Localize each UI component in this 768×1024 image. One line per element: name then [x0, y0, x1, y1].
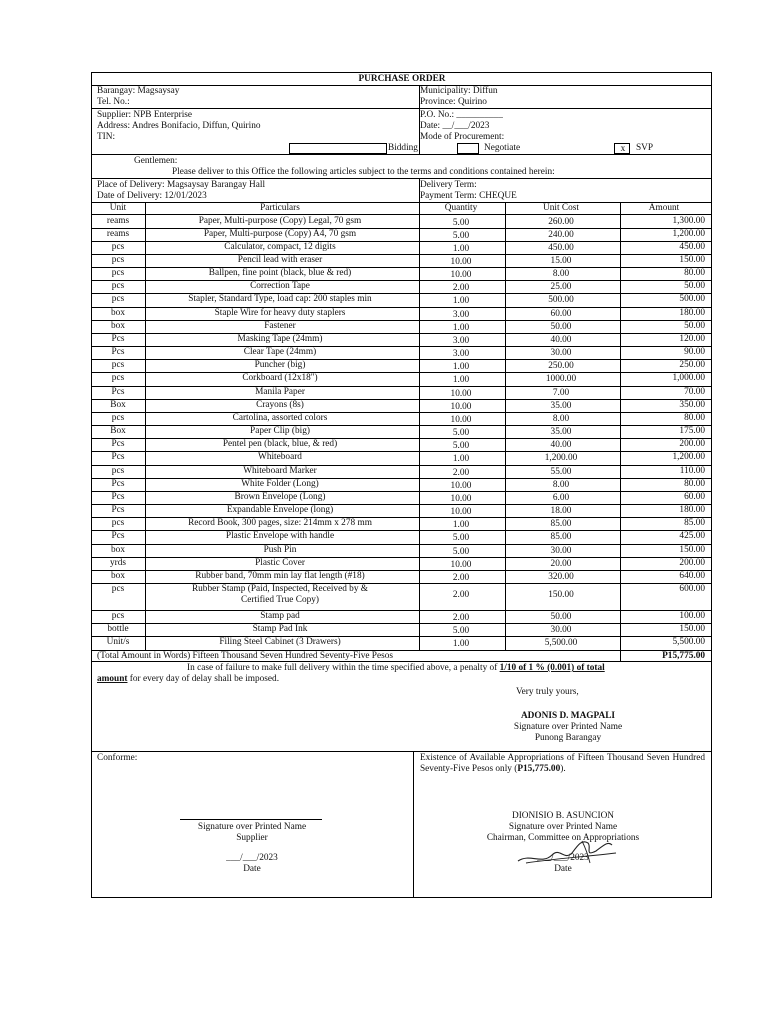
item-unit-cost: 30.00	[550, 625, 572, 635]
item-unit: pcs	[111, 413, 125, 423]
item-particulars: Pencil lead with eraser	[237, 255, 323, 265]
item-quantity: 5.00	[452, 218, 470, 228]
table-row	[92, 504, 711, 517]
bidding-checkbox[interactable]	[289, 143, 387, 154]
item-quantity: 2.00	[452, 573, 470, 583]
item-unit: Pcs	[111, 452, 125, 462]
item-amount: 5,500.00	[672, 637, 705, 647]
appropriation-chairman-name: DIONISIO B. ASUNCION	[511, 811, 615, 821]
item-quantity: 2.00	[452, 283, 470, 293]
item-unit-cost: 30.00	[550, 348, 572, 358]
item-quantity: 10.00	[450, 481, 472, 491]
penalty-text-cont: amount for every day of delay shall be imposed.	[97, 674, 280, 684]
table-row	[92, 241, 711, 254]
item-unit-cost: 85.00	[550, 532, 572, 542]
table-row	[92, 333, 711, 346]
item-quantity: 3.00	[452, 310, 470, 320]
item-unit-cost: 85.00	[550, 519, 572, 529]
divider	[92, 154, 711, 155]
item-unit: Pcs	[111, 387, 125, 397]
place-of-delivery: Place of Delivery: Magsaysay Barangay Hall	[97, 180, 266, 190]
item-amount: 250.00	[679, 360, 705, 370]
column-line	[419, 85, 420, 154]
item-unit-cost: 35.00	[550, 401, 572, 411]
total-in-words: (Total Amount in Words) Fifteen Thousand Seven Hundred Seventy-Five Pesos	[97, 651, 393, 661]
svp-label: SVP	[636, 143, 654, 153]
supplier-role: Supplier	[236, 833, 268, 843]
item-unit-cost: 150.00	[548, 590, 574, 600]
table-row	[92, 280, 711, 293]
svp-check-mark: x	[620, 144, 626, 154]
item-amount: 90.00	[684, 347, 705, 357]
signatory-sig-label: Signature over Printed Name	[513, 722, 623, 732]
item-particulars: Cartolina, assorted colors	[232, 413, 328, 423]
table-row	[92, 517, 711, 530]
item-quantity: 10.00	[450, 560, 472, 570]
table-row	[92, 425, 711, 438]
table-row	[92, 307, 711, 320]
item-quantity: 10.00	[450, 402, 472, 412]
payment-term: Payment Term: CHEQUE	[420, 191, 517, 201]
item-particulars: Whiteboard	[258, 452, 302, 462]
appropriation-date-blank: ___/___/2023	[537, 853, 589, 863]
item-amount: 200.00	[679, 558, 705, 568]
item-amount: 350.00	[679, 400, 705, 410]
item-amount: 150.00	[679, 545, 705, 555]
table-row	[92, 610, 711, 623]
item-unit: pcs	[111, 466, 125, 476]
table-row	[92, 491, 711, 504]
greeting: Gentlemen:	[134, 156, 178, 166]
table-row	[92, 293, 711, 307]
item-amount: 600.00	[679, 584, 705, 594]
item-particulars: Clear Tape (24mm)	[243, 347, 317, 357]
item-particulars: Stapler, Standard Type, load cap: 200 staples min	[188, 294, 372, 304]
table-row	[92, 372, 711, 386]
table-row	[92, 570, 711, 583]
item-quantity: 10.00	[450, 389, 472, 399]
supplier-date-label: Date	[243, 864, 261, 874]
item-quantity: 10.00	[450, 257, 472, 267]
item-amount: 1,300.00	[672, 216, 705, 226]
item-unit: pcs	[111, 584, 125, 594]
divider	[92, 751, 711, 752]
item-unit: box	[111, 571, 125, 581]
column-line	[620, 202, 621, 661]
item-particulars: Puncher (big)	[254, 360, 306, 370]
divider	[92, 202, 711, 203]
table-row	[92, 215, 711, 228]
item-quantity: 1.00	[452, 244, 470, 254]
item-unit-cost: 6.00	[552, 493, 570, 503]
item-particulars: Paper, Multi-purpose (Copy) Legal, 70 gsm	[198, 216, 362, 226]
item-quantity: 10.00	[450, 507, 472, 517]
item-unit: Pcs	[111, 505, 125, 515]
item-particulars: Whiteboard Marker	[243, 466, 317, 476]
document-title: PURCHASE ORDER	[358, 74, 446, 84]
closing-salutation: Very truly yours,	[516, 687, 579, 697]
item-quantity: 2.00	[452, 468, 470, 478]
po-number-field: P.O. No.: __________	[420, 110, 503, 120]
negotiate-label: Negotiate	[484, 143, 521, 153]
item-unit: Unit/s	[106, 637, 130, 647]
table-row	[92, 386, 711, 399]
item-amount: 1,200.00	[672, 229, 705, 239]
item-unit-cost: 8.00	[552, 480, 570, 490]
delivery-term: Delivery Term:	[420, 180, 477, 190]
divider	[92, 178, 711, 179]
divider	[92, 661, 711, 662]
item-particulars: Filing Steel Cabinet (3 Drawers)	[219, 637, 341, 647]
item-particulars: Rubber Stamp (Paid, Inspected, Received by &	[191, 584, 369, 594]
item-particulars: Pentel pen (black, blue, & red)	[222, 439, 338, 449]
item-amount: 50.00	[684, 281, 705, 291]
appropriation-sig-label: Signature over Printed Name	[508, 822, 618, 832]
item-particulars: Crayons (8s)	[256, 400, 304, 410]
item-unit: pcs	[111, 373, 125, 383]
item-quantity: 5.00	[452, 533, 470, 543]
item-amount: 80.00	[684, 479, 705, 489]
item-unit-cost: 500.00	[548, 295, 574, 305]
table-row	[92, 438, 711, 451]
item-amount: 175.00	[679, 426, 705, 436]
item-particulars: Staple Wire for heavy duty staplers	[214, 308, 346, 318]
item-particulars: Fastener	[264, 321, 296, 331]
item-quantity: 5.00	[452, 231, 470, 241]
supplier-sig-label: Signature over Printed Name	[197, 822, 307, 832]
table-row	[92, 320, 711, 333]
column-line	[419, 178, 420, 650]
column-header-amount: Amount	[648, 203, 680, 213]
table-row	[92, 530, 711, 544]
item-amount: 70.00	[684, 387, 705, 397]
table-row	[92, 478, 711, 491]
item-amount: 60.00	[684, 492, 705, 502]
tel-field: Tel. No.:	[97, 97, 130, 107]
item-unit-cost: 8.00	[552, 414, 570, 424]
item-particulars: Plastic Cover	[255, 558, 305, 568]
item-unit: Box	[110, 426, 126, 436]
item-amount: 1,000.00	[672, 373, 705, 383]
item-unit: box	[111, 308, 125, 318]
negotiate-checkbox[interactable]	[457, 143, 479, 154]
supplier-field: Supplier: NPB Enterprise	[97, 110, 193, 120]
divider	[92, 85, 711, 86]
date-field: Date: __/___/2023	[420, 121, 490, 131]
item-unit: box	[111, 545, 125, 555]
table-row	[92, 623, 711, 636]
item-quantity: 1.00	[452, 454, 470, 464]
item-amount: 640.00	[679, 571, 705, 581]
item-particulars: Calculator, compact, 12 digits	[224, 242, 336, 252]
item-unit-cost: 35.00	[550, 427, 572, 437]
item-unit-cost: 260.00	[548, 217, 574, 227]
item-particulars: Stamp pad	[260, 611, 300, 621]
municipality-field: Municipality: Diffun	[420, 86, 498, 96]
item-unit-cost: 240.00	[548, 230, 574, 240]
item-particulars: Rubber band, 70mm min lay flat length (#18)	[195, 571, 365, 581]
tin-field: TIN:	[97, 132, 116, 142]
table-row	[92, 254, 711, 267]
supplier-signature-line[interactable]	[180, 819, 322, 820]
item-amount: 180.00	[679, 308, 705, 318]
item-unit-cost: 40.00	[550, 440, 572, 450]
item-quantity: 10.00	[450, 494, 472, 504]
item-quantity: 5.00	[452, 428, 470, 438]
item-unit: bottle	[107, 624, 129, 634]
table-row	[92, 267, 711, 280]
item-unit: reams	[106, 229, 130, 239]
item-amount: 180.00	[679, 505, 705, 515]
province-field: Province: Quirino	[420, 97, 487, 107]
item-unit-cost: 20.00	[550, 559, 572, 569]
item-particulars: Stamp Pad Ink	[252, 624, 308, 634]
item-quantity: 2.00	[452, 590, 470, 600]
item-quantity: 3.00	[452, 336, 470, 346]
table-row	[92, 412, 711, 425]
item-quantity: 10.00	[450, 415, 472, 425]
item-amount: 110.00	[679, 466, 705, 476]
item-particulars: Ballpen, fine point (black, blue & red)	[208, 268, 352, 278]
item-unit: Pcs	[111, 347, 125, 357]
item-particulars: Masking Tape (24mm)	[237, 334, 323, 344]
item-particulars: Corkboard (12x18")	[242, 373, 318, 383]
table-row	[92, 359, 711, 372]
item-quantity: 2.00	[452, 613, 470, 623]
item-unit-cost: 25.00	[550, 282, 572, 292]
column-header-unit: Unit	[109, 203, 127, 213]
item-unit: Pcs	[111, 492, 125, 502]
item-unit-cost: 15.00	[550, 256, 572, 266]
item-amount: 50.00	[684, 321, 705, 331]
item-unit: Pcs	[111, 439, 125, 449]
barangay-field: Barangay: Magsaysay	[97, 86, 180, 96]
item-particulars: Correction Tape	[250, 281, 310, 291]
table-row	[92, 465, 711, 478]
table-row	[92, 544, 711, 557]
table-row	[92, 346, 711, 359]
appropriation-date-label: Date	[554, 864, 572, 874]
item-unit: pcs	[111, 255, 125, 265]
purchase-order-form	[91, 72, 712, 898]
item-unit-cost: 55.00	[550, 467, 572, 477]
item-unit-cost: 7.00	[552, 388, 570, 398]
svp-checkbox[interactable]	[614, 143, 630, 154]
item-unit-cost: 60.00	[550, 309, 572, 319]
item-unit-cost: 30.00	[550, 546, 572, 556]
item-quantity: 1.00	[452, 323, 470, 333]
conforme-label: Conforme:	[97, 753, 138, 763]
table-row	[92, 583, 711, 610]
item-amount: 500.00	[679, 294, 705, 304]
item-unit-cost: 50.00	[550, 322, 572, 332]
bidding-label: Bidding	[388, 143, 418, 153]
item-particulars: Brown Envelope (Long)	[234, 492, 326, 502]
column-header-particulars: Particulars	[260, 203, 300, 213]
item-unit: pcs	[111, 294, 125, 304]
item-unit: Box	[110, 400, 126, 410]
item-unit-cost: 1,200.00	[544, 453, 578, 463]
item-amount: 80.00	[684, 413, 705, 423]
item-quantity: 5.00	[452, 626, 470, 636]
appropriation-role: Chairman, Committee on Appropriations	[486, 833, 640, 843]
mode-of-procurement-label: Mode of Procurement:	[420, 132, 505, 142]
column-header-quantity: Quantity	[444, 203, 478, 213]
item-particulars: Paper Clip (big)	[250, 426, 310, 436]
item-quantity: 5.00	[452, 547, 470, 557]
item-amount: 425.00	[679, 531, 705, 541]
item-unit: Pcs	[111, 479, 125, 489]
item-quantity: 5.00	[452, 441, 470, 451]
item-amount: 120.00	[679, 334, 705, 344]
table-row	[92, 557, 711, 570]
item-quantity: 1.00	[452, 639, 470, 649]
supplier-date-blank: ___/___/2023	[226, 853, 278, 863]
item-unit-cost: 18.00	[550, 506, 572, 516]
total-amount: P15,775.00	[662, 651, 705, 661]
column-header-unit-cost: Unit Cost	[543, 203, 579, 213]
signatory-position: Punong Barangay	[534, 733, 602, 743]
column-line	[505, 202, 506, 650]
item-unit: yrds	[109, 558, 127, 568]
appropriation-text: Existence of Available Appropriations of Fifteen Thousand Seven Hundred Seventy-Five Pesos only (P15,775.00).	[420, 753, 705, 774]
item-unit: Pcs	[111, 334, 125, 344]
item-unit-cost: 5,500.00	[544, 638, 578, 648]
item-amount: 450.00	[679, 242, 705, 252]
item-amount: 100.00	[679, 611, 705, 621]
item-amount: 150.00	[679, 624, 705, 634]
item-quantity: 1.00	[452, 375, 470, 385]
item-unit-cost: 40.00	[550, 335, 572, 345]
item-amount: 80.00	[684, 268, 705, 278]
item-unit: pcs	[111, 281, 125, 291]
item-particulars: Expandable Envelope (long)	[226, 505, 334, 515]
item-particulars: Manila Paper	[255, 387, 305, 397]
item-unit-cost: 50.00	[550, 612, 572, 622]
item-unit: pcs	[111, 360, 125, 370]
item-quantity: 1.00	[452, 296, 470, 306]
item-particulars: Paper, Multi-purpose (Copy) A4, 70 gsm	[203, 229, 357, 239]
column-line	[413, 751, 414, 898]
item-unit: pcs	[111, 268, 125, 278]
item-unit: pcs	[111, 242, 125, 252]
item-unit: Pcs	[111, 531, 125, 541]
table-row	[92, 228, 711, 241]
table-row	[92, 451, 711, 465]
item-amount: 85.00	[684, 518, 705, 528]
item-unit-cost: 250.00	[548, 361, 574, 371]
item-particulars-cont: Certified True Copy)	[241, 595, 319, 605]
penalty-text: In case of failure to make full delivery within the time specified above, a penalty of 1/10 of 1 % (0.001) of total	[187, 663, 605, 673]
address-field: Address: Andres Bonifacio, Diffun, Quirino	[97, 121, 261, 131]
handwritten-signature-icon	[512, 835, 622, 867]
item-unit-cost: 450.00	[548, 243, 574, 253]
item-unit-cost: 1000.00	[545, 374, 577, 384]
item-unit: box	[111, 321, 125, 331]
item-unit-cost: 320.00	[548, 572, 574, 582]
item-particulars: Plastic Envelope with handle	[225, 531, 335, 541]
item-amount: 200.00	[679, 439, 705, 449]
intro-text: Please deliver to this Office the following articles subject to the terms and conditions contained herein:	[172, 167, 555, 177]
divider	[92, 108, 711, 109]
item-unit-cost: 8.00	[552, 269, 570, 279]
table-row	[92, 636, 711, 650]
item-particulars: White Folder (Long)	[241, 479, 319, 489]
column-line	[145, 202, 146, 650]
item-quantity: 3.00	[452, 349, 470, 359]
item-unit: pcs	[111, 611, 125, 621]
item-particulars: Record Book, 300 pages, size: 214mm x 278 mm	[188, 518, 372, 528]
table-row	[92, 399, 711, 412]
item-amount: 1,200.00	[672, 452, 705, 462]
item-unit: reams	[106, 216, 130, 226]
item-amount: 150.00	[679, 255, 705, 265]
item-particulars: Push Pin	[263, 545, 297, 555]
date-of-delivery: Date of Delivery: 12/01/2023	[97, 191, 207, 201]
item-unit: pcs	[111, 518, 125, 528]
item-quantity: 1.00	[452, 520, 470, 530]
item-quantity: 10.00	[450, 270, 472, 280]
signatory-name: ADONIS D. MAGPALI	[520, 711, 616, 721]
item-quantity: 1.00	[452, 362, 470, 372]
